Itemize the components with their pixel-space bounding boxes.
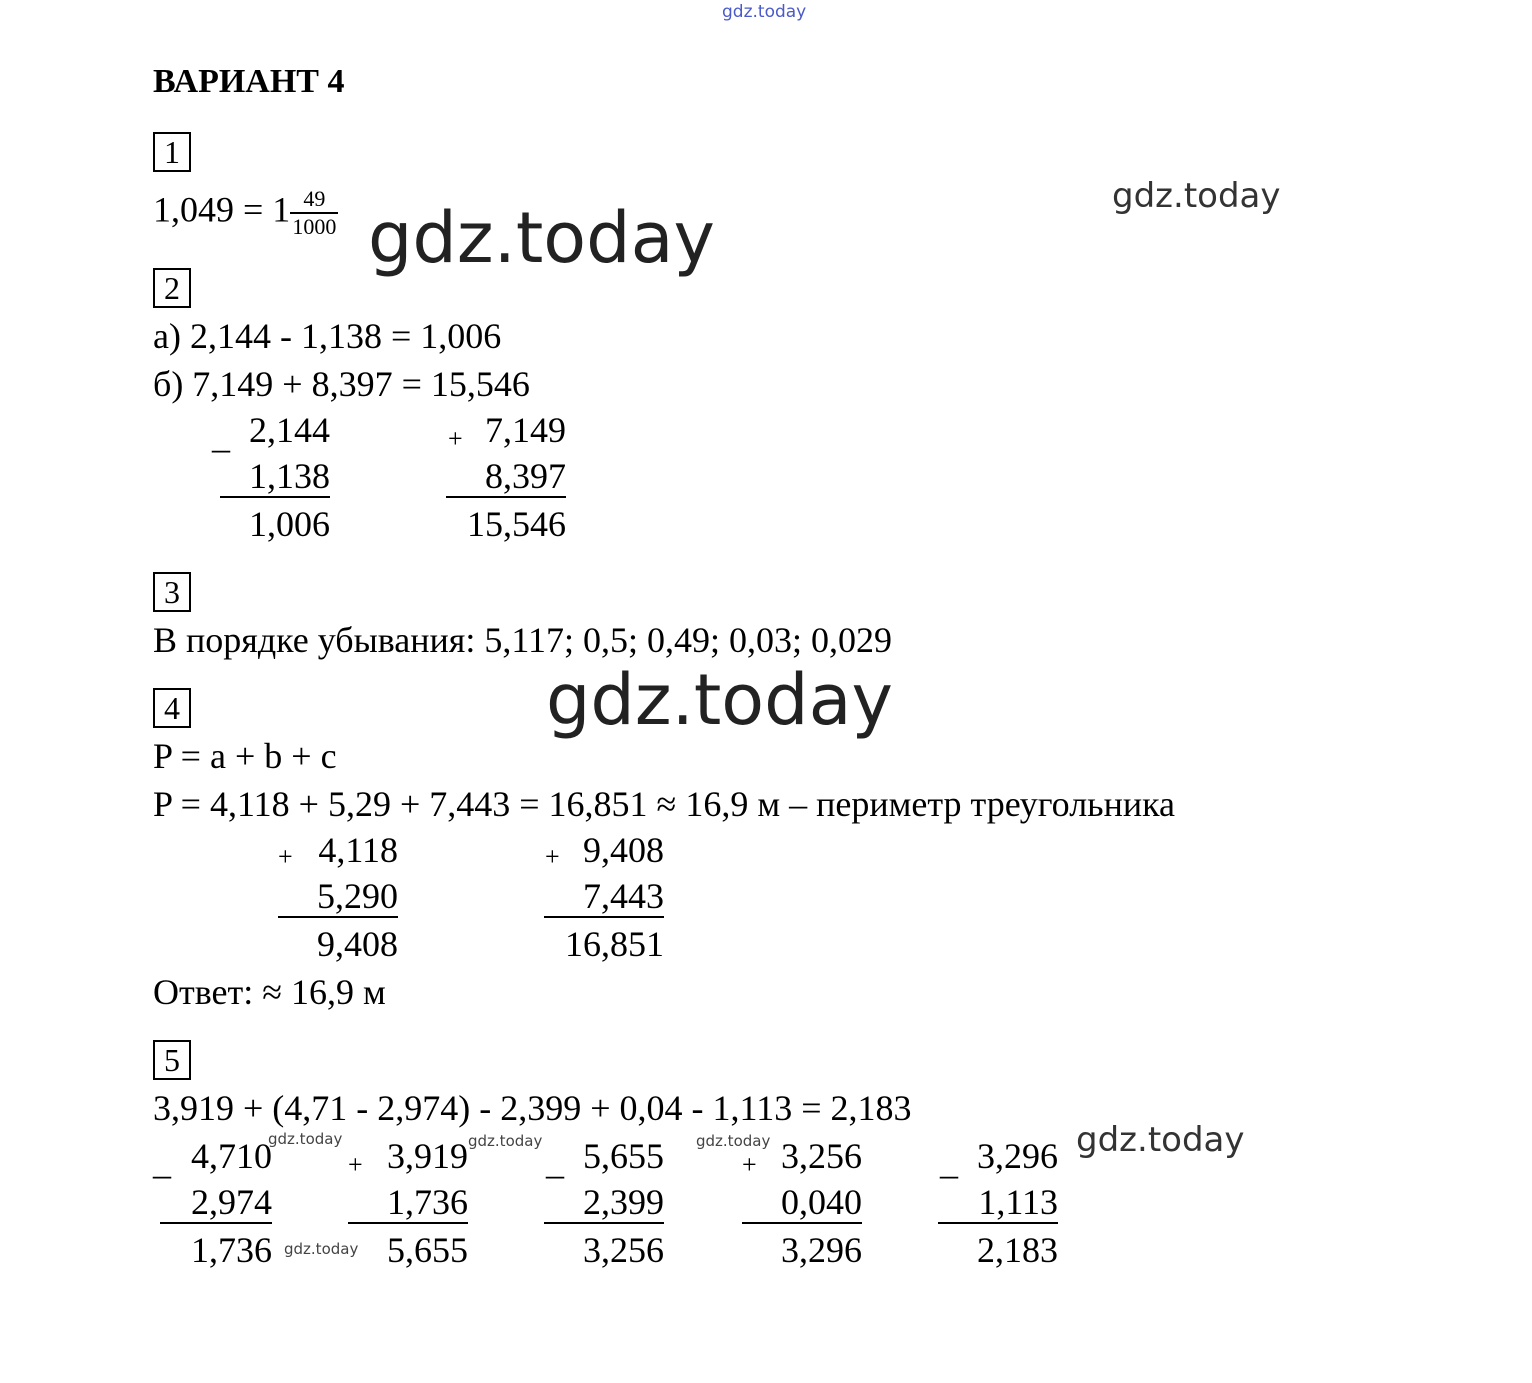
column-result: 5,655 <box>387 1230 468 1270</box>
minus-sign: _ <box>546 1142 564 1182</box>
column-bottom: 2,399 <box>544 1182 664 1224</box>
watermark-right: gdz.today <box>1112 176 1281 216</box>
column-top: 3,256 <box>781 1136 862 1176</box>
task5-expression: 3,919 + (4,71 - 2,974) - 2,399 + 0,04 - 1,113 = 2,183 <box>153 1088 912 1128</box>
column-bottom: 1,113 <box>938 1182 1058 1224</box>
watermark-small: gdz.today <box>696 1132 771 1150</box>
task-number-box: 5 <box>153 1040 191 1080</box>
column-result: 15,546 <box>467 504 566 544</box>
task-number-box: 3 <box>153 572 191 612</box>
task2-line-b: б) 7,149 + 8,397 = 15,546 <box>153 364 530 404</box>
plus-sign: + <box>742 1150 757 1179</box>
column-top: 4,118 <box>318 830 398 870</box>
plus-sign: + <box>278 842 293 871</box>
task1-equation <box>153 186 338 240</box>
minus-sign: _ <box>153 1142 171 1182</box>
watermark-small: gdz.today <box>284 1240 359 1258</box>
column-top: 3,296 <box>977 1136 1058 1176</box>
watermark-right: gdz.today <box>1076 1120 1245 1160</box>
task-number-box: 2 <box>153 268 191 308</box>
column-bottom: 0,040 <box>742 1182 862 1224</box>
column-result: 1,006 <box>249 504 330 544</box>
column-bottom: 8,397 <box>446 456 566 498</box>
column-bottom: 1,138 <box>220 456 330 498</box>
task1-lhs: 1,049 = 1 <box>153 189 291 230</box>
watermark-small: gdz.today <box>468 1132 543 1150</box>
column-bottom: 5,290 <box>278 876 398 918</box>
column-bottom: 1,736 <box>348 1182 468 1224</box>
column-bottom: 7,443 <box>544 876 664 918</box>
page-title: ВАРИАНТ 4 <box>153 63 345 100</box>
column-top: 9,408 <box>583 830 664 870</box>
fraction-numerator: 49 <box>290 186 338 214</box>
plus-sign: + <box>448 424 463 453</box>
task2-line-a: а) 2,144 - 1,138 = 1,006 <box>153 316 502 356</box>
watermark-top: gdz.today <box>722 2 807 22</box>
column-bottom: 2,974 <box>160 1182 272 1224</box>
task4-formula: P = a + b + c <box>153 736 337 776</box>
task-number-box: 1 <box>153 132 191 172</box>
watermark-large: gdz.today <box>368 197 715 279</box>
column-result: 1,736 <box>191 1230 272 1270</box>
fraction <box>290 186 338 240</box>
minus-sign: _ <box>212 416 230 456</box>
task3-answer: В порядке убывания: 5,117; 0,5; 0,49; 0,03; 0,029 <box>153 620 893 660</box>
minus-sign: _ <box>940 1142 958 1182</box>
column-result: 3,296 <box>781 1230 862 1270</box>
watermark-large: gdz.today <box>546 659 893 741</box>
column-top: 5,655 <box>583 1136 664 1176</box>
plus-sign: + <box>545 842 560 871</box>
task4-calculation: P = 4,118 + 5,29 + 7,443 = 16,851 ≈ 16,9 м – периметр треугольника <box>153 784 1176 824</box>
column-top: 2,144 <box>249 410 330 450</box>
column-top: 4,710 <box>191 1136 272 1176</box>
watermark-small: gdz.today <box>268 1130 343 1148</box>
column-result: 9,408 <box>317 924 398 964</box>
fraction-denominator: 1000 <box>292 214 337 239</box>
plus-sign: + <box>348 1150 363 1179</box>
task-number-box: 4 <box>153 688 191 728</box>
column-result: 2,183 <box>977 1230 1058 1270</box>
column-result: 16,851 <box>565 924 664 964</box>
column-top: 7,149 <box>485 410 566 450</box>
column-top: 3,919 <box>387 1136 468 1176</box>
task4-answer: Ответ: ≈ 16,9 м <box>153 972 386 1012</box>
column-result: 3,256 <box>583 1230 664 1270</box>
